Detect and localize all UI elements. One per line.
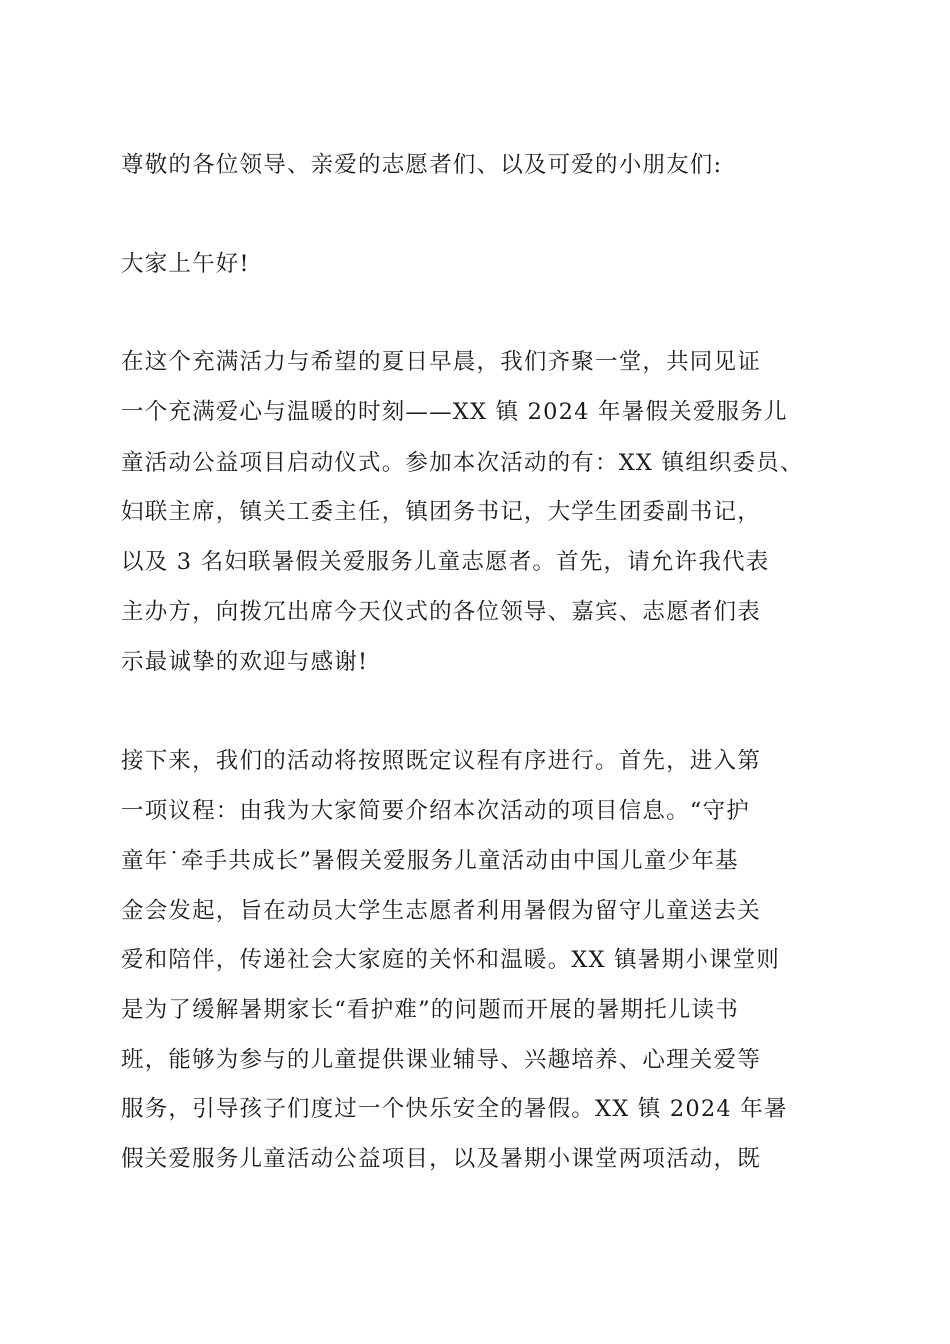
paragraph-line: 示最诚挚的欢迎与感谢! [121,649,369,675]
paragraph-line: 接下来，我们的活动将按照既定议程有序进行。首先，进入第 [121,748,761,774]
salutation-line: 尊敬的各位领导、亲爱的志愿者们、以及可爱的小朋友们: [121,152,723,178]
paragraph-line: 童年˙牵手共成长”暑假关爱服务儿童活动由中国儿童少年基 [121,848,739,874]
paragraph-line: 假关爱服务儿童活动公益项目，以及暑期小课堂两项活动，既 [121,1146,761,1172]
paragraph-line: 以及 3 名妇联暑假关爱服务儿童志愿者。首先，请允许我代表 [121,549,770,575]
paragraph-line: 一个充满爱心与温暖的时刻——XX 镇 2024 年暑假关爱服务儿 [121,399,788,425]
greeting-line: 大家上午好! [121,251,250,277]
paragraph-line: 在这个充满活力与希望的夏日早晨，我们齐聚一堂，共同见证 [121,349,761,375]
paragraph-line: 班，能够为参与的儿童提供课业辅导、兴趣培养、心理关爱等 [121,1047,761,1073]
paragraph-line: 一项议程：由我为大家简要介绍本次活动的项目信息。“守护 [121,798,750,824]
paragraph-line: 主办方，向拨冗出席今天仪式的各位领导、嘉宾、志愿者们表 [121,599,761,625]
paragraph-line: 童活动公益项目启动仪式。参加本次活动的有：XX 镇组织委员、 [121,450,804,476]
paragraph-line: 是为了缓解暑期家长“看护难”的问题而开展的暑期托儿读书 [121,997,739,1023]
paragraph-line: 爱和陪伴，传递社会大家庭的关怀和温暖。XX 镇暑期小课堂则 [121,947,780,973]
paragraph-line: 服务，引导孩子们度过一个快乐安全的暑假。XX 镇 2024 年暑 [121,1096,788,1122]
paragraph-line: 金会发起，旨在动员大学生志愿者利用暑假为留守儿童送去关 [121,898,761,924]
paragraph-line: 妇联主席，镇关工委主任，镇团务书记，大学生团委副书记， [121,499,761,525]
